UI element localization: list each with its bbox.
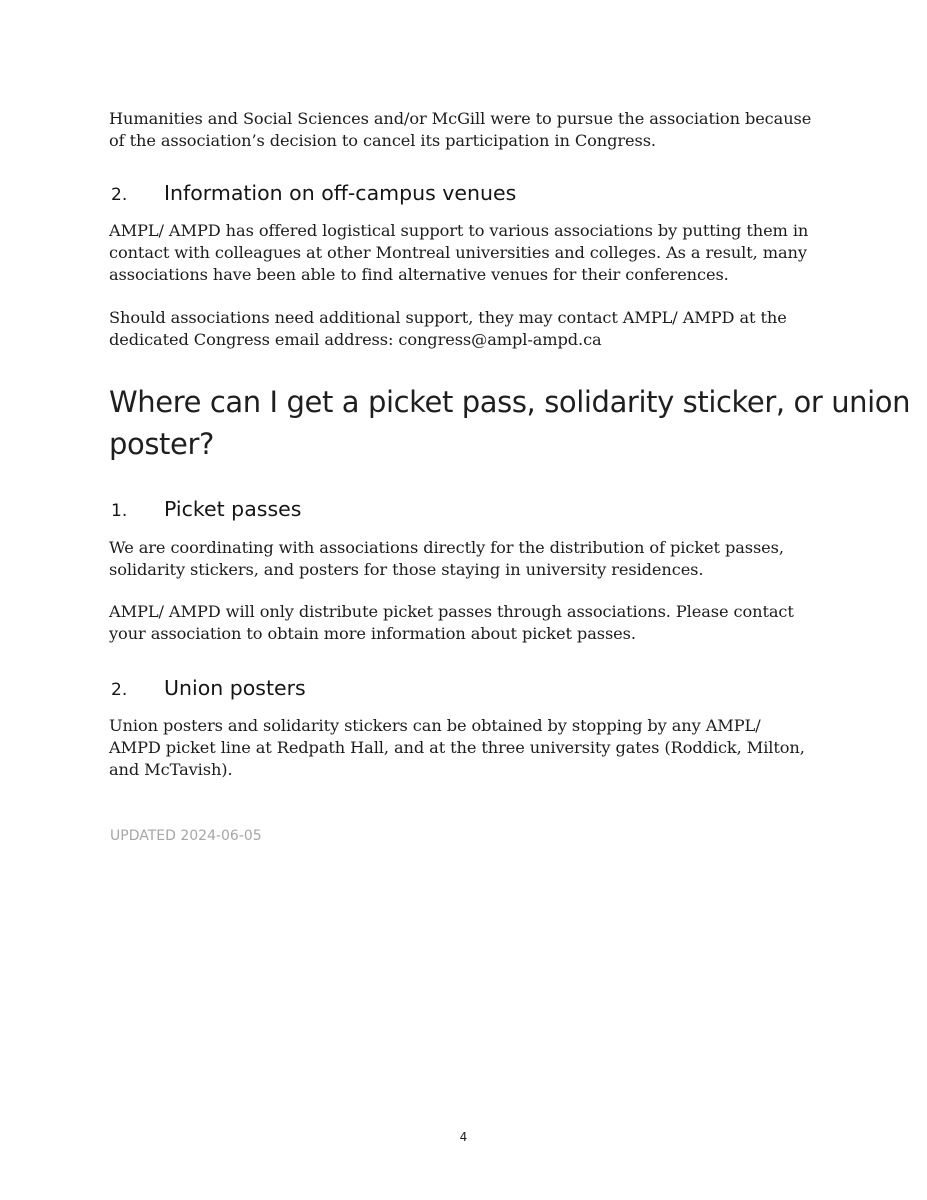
text-line: AMPD picket line at Redpath Hall, and at the three university gates (Roddick, Milton, [109, 738, 805, 757]
text-line: We are coordinating with associations directly for the distribution of picket passes, [109, 538, 784, 557]
text-line: of the association’s decision to cancel its participation in Congress. [109, 131, 656, 150]
heading-line: Where can I get a picket pass, solidarity sticker, or union [109, 385, 911, 419]
passes-paragraph-2 [109, 601, 829, 645]
section-heading-picket-passes [111, 497, 301, 521]
posters-paragraph-1 [109, 715, 829, 781]
text-line: and McTavish). [109, 760, 233, 779]
text-line: associations have been able to find alternative venues for their conferences. [109, 265, 729, 284]
continuation-paragraph [109, 108, 829, 152]
page-number: 4 [459, 1130, 468, 1144]
updated-date: UPDATED 2024-06-05 [110, 828, 262, 844]
text-line: Should associations need additional support, they may contact AMPL/ AMPD at the [109, 308, 787, 327]
section-title: Information on off-campus venues [164, 181, 517, 205]
text-line: AMPL/ AMPD has offered logistical support to various associations by putting them in [109, 221, 809, 240]
text-line: AMPL/ AMPD will only distribute picket passes through associations. Please contact [109, 602, 794, 621]
text-line: solidarity stickers, and posters for those staying in university residences. [109, 560, 704, 579]
section-number: 2. [111, 185, 128, 205]
section-title: Union posters [164, 676, 306, 700]
passes-paragraph-1 [109, 537, 829, 581]
text-line: contact with colleagues at other Montreal universities and colleges. As a result, many [109, 243, 807, 262]
section-heading-union-posters [111, 676, 306, 700]
heading-line: poster? [109, 427, 214, 461]
section-number: 2. [111, 680, 128, 700]
text-line: your association to obtain more information about picket passes. [109, 624, 636, 643]
section-heading-venues [111, 181, 516, 205]
text-line: Union posters and solidarity stickers can be obtained by stopping by any AMPL/ [109, 716, 761, 735]
section-number: 1. [111, 501, 128, 521]
text-line: Humanities and Social Sciences and/or McGill were to pursue the association because [109, 109, 812, 128]
venues-paragraph-2 [109, 307, 829, 351]
text-line: dedicated Congress email address: congress@ampl-ampd.ca [109, 330, 602, 349]
main-heading [109, 381, 910, 465]
section-title: Picket passes [164, 497, 302, 521]
venues-paragraph-1 [109, 220, 829, 286]
